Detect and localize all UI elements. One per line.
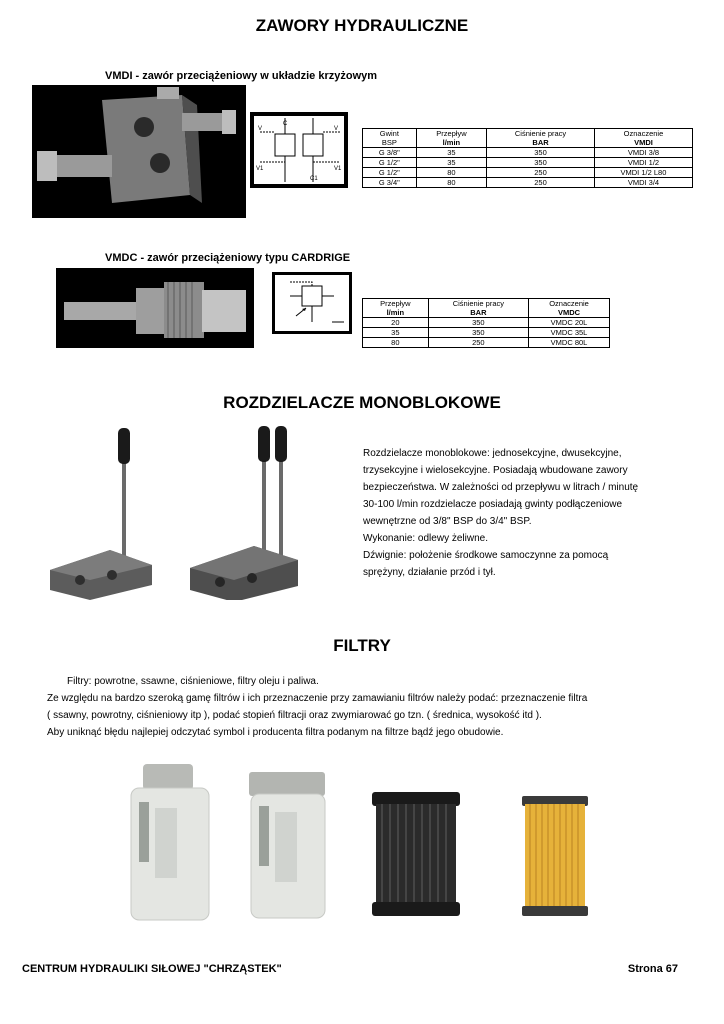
filter-spin-on-photo-2: [245, 770, 330, 920]
table-cell: 250: [487, 168, 595, 178]
text-line: Rozdzielacze monoblokowe: jednosekcyjne, dwusekcyjne,: [363, 448, 622, 459]
symbol-label-c1: C1: [310, 176, 318, 182]
text-line: Dźwignie: położenie środkowe samoczynne za pomocą: [363, 550, 609, 561]
vmdi-hydraulic-symbol: [250, 112, 348, 188]
table-cell: 250: [487, 178, 595, 188]
table-cell: VMDI 1/2: [594, 158, 692, 168]
table-row: [363, 318, 610, 328]
table-row: [363, 168, 693, 178]
distributor-single-photo: [40, 420, 160, 600]
table-cell: G 1/2": [363, 168, 417, 178]
filter-spin-on-photo-1: [125, 762, 215, 922]
filters-description: [47, 673, 707, 741]
vmdi-header-pressure: Ciśnienie pracy: [487, 129, 595, 139]
vmdc-header-code: Oznaczenie: [529, 299, 610, 309]
vmdi-header2-flow: l/min: [416, 138, 487, 148]
vmdc-header2-flow: l/min: [363, 308, 429, 318]
text-line: trzysekcyjne i wielosekcyjne. Posiadają wbudowane zawory: [363, 465, 628, 476]
vmdc-header-flow: Przepływ: [363, 299, 429, 309]
table-cell: VMDI 3/8: [594, 148, 692, 158]
table-cell: 350: [428, 328, 528, 338]
table-cell: 350: [487, 148, 595, 158]
vmdi-header2-pressure: BAR: [487, 138, 595, 148]
table-cell: G 3/8": [363, 148, 417, 158]
vmdc-header-pressure: Ciśnienie pracy: [428, 299, 528, 309]
table-row: [363, 158, 693, 168]
text-line: Wykonanie: odlewy żeliwne.: [363, 533, 488, 544]
vmdc-valve-photo: [56, 268, 254, 348]
symbol-label-v1-right: V1: [334, 166, 342, 172]
vmdi-subtitle: VMDI - zawór przeciążeniowy w układzie krzyżowym: [105, 70, 378, 82]
vmdi-header-code: Oznaczenie: [594, 129, 692, 139]
symbol-label-v1-left: V1: [256, 166, 264, 172]
table-cell: 20: [363, 318, 429, 328]
table-cell: G 3/4": [363, 178, 417, 188]
vmdi-header2-thread: BSP: [363, 138, 417, 148]
text-line: Aby uniknąć błędu najlepiej odczytać symbol i producenta filtra podanym na filtrze bądź jego obudowie.: [47, 727, 504, 738]
section-title-filters: FILTRY: [333, 636, 391, 655]
table-cell: 35: [416, 148, 487, 158]
section-title-distributors: ROZDZIELACZE MONOBLOKOWE: [223, 393, 501, 412]
table-cell: 250: [428, 338, 528, 348]
table-cell: VMDI 3/4: [594, 178, 692, 188]
table-cell: 35: [416, 158, 487, 168]
symbol-label-c: C: [283, 121, 288, 127]
distributor-double-photo: [182, 420, 302, 600]
text-line: ( ssawny, powrotny, ciśnieniowy itp ), podać stopień filtracji oraz zwymiarować go tzn. ( średnica, wysokość itd ).: [47, 710, 542, 721]
table-row: [363, 338, 610, 348]
text-line: Filtry: powrotne, ssawne, ciśnieniowe, filtry oleju i paliwa.: [67, 676, 319, 687]
filter-element-yellow-photo: [520, 794, 590, 918]
vmdc-header2-code: VMDC: [529, 308, 610, 318]
table-row: [363, 178, 693, 188]
table-row: [363, 328, 610, 338]
table-cell: 350: [428, 318, 528, 328]
table-row: [363, 148, 693, 158]
vmdi-spec-table: [362, 128, 693, 188]
text-line: 30-100 l/min rozdzielacze posiadają gwinty podłączeniowe: [363, 499, 623, 510]
footer-company: CENTRUM HYDRAULIKI SIŁOWEJ "CHRZĄSTEK": [22, 963, 282, 975]
footer-page-number: Strona 67: [627, 963, 678, 975]
table-cell: G 1/2": [363, 158, 417, 168]
text-line: Ze względu na bardzo szeroką gamę filtrów i ich przeznaczenie przy zamawianiu filtrów należy podać: przeznaczenie filtra: [47, 693, 588, 704]
text-line: sprężyny, działanie przód i tył.: [363, 567, 496, 578]
table-cell: 80: [363, 338, 429, 348]
filter-element-dark-photo: [370, 790, 462, 918]
vmdc-header2-pressure: BAR: [428, 308, 528, 318]
table-cell: VMDC 20L: [529, 318, 610, 328]
table-cell: VMDC 35L: [529, 328, 610, 338]
distributors-description: [363, 445, 703, 581]
text-line: bezpieczeństwa. W zależności od przepływu w litrach / minutę: [363, 482, 639, 493]
table-cell: VMDI 1/2 L80: [594, 168, 692, 178]
vmdc-subtitle: VMDC - zawór przeciążeniowy typu CARDRIGE: [105, 252, 351, 264]
table-cell: 350: [487, 158, 595, 168]
symbol-label-v-left: V: [258, 126, 263, 132]
table-cell: VMDC 80L: [529, 338, 610, 348]
table-cell: 80: [416, 178, 487, 188]
table-cell: 35: [363, 328, 429, 338]
vmdc-hydraulic-symbol: [272, 272, 352, 334]
symbol-label-v-right: V: [334, 126, 339, 132]
section-title-valves: ZAWORY HYDRAULICZNE: [255, 16, 469, 35]
vmdi-header-thread: Gwint: [363, 129, 417, 139]
vmdc-spec-table: [362, 298, 610, 348]
vmdi-valve-photo: [32, 85, 246, 218]
table-cell: 80: [416, 168, 487, 178]
vmdi-header-flow: Przepływ: [416, 129, 487, 139]
vmdi-header2-code: VMDI: [594, 138, 692, 148]
text-line: wewnętrzne od 3/8" BSP do 3/4" BSP.: [363, 516, 532, 527]
